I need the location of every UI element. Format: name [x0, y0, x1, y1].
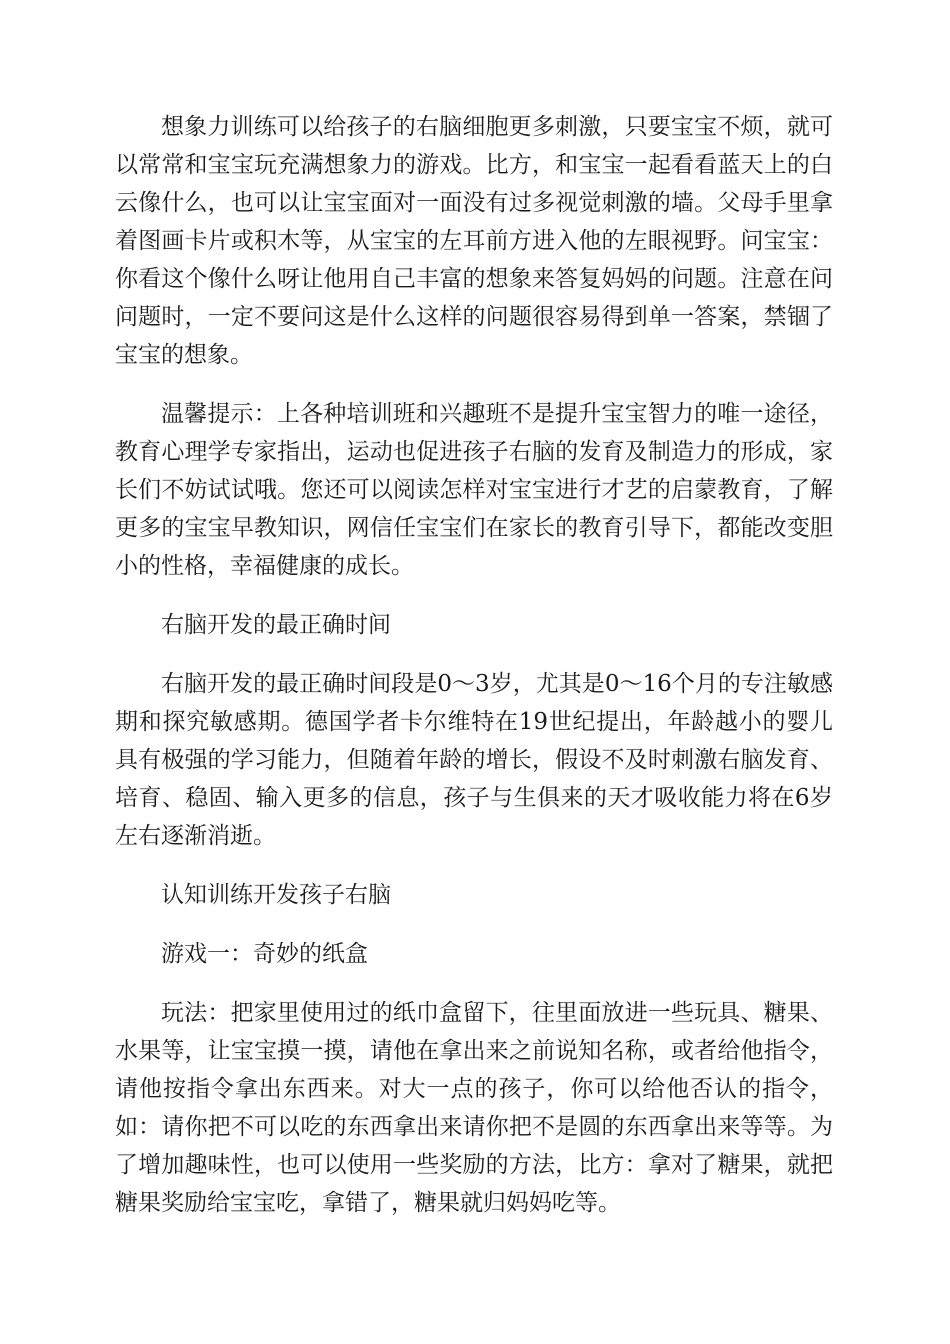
document-body — [115, 108, 833, 1243]
section-heading-cognitive-training: 认知训练开发孩子右脑 — [161, 882, 391, 908]
paragraph-imagination-training: 想象力训练可以给孩子的右脑细胞更多刺激，只要宝宝不烦，就可以常常和宝宝玩充满想象力的游戏。比方，和宝宝一起看看蓝天上的白云像什么，也可以让宝宝面对一面没有过多视觉刺激的墙。父母手里拿着图画卡片或积木等，从宝宝的左耳前方进入他的左眼视野。问宝宝：你看这个像什么呀让他用自己丰富的想象来答复妈妈的问题。注意在问问题时，一定不要问这是什么这样的问题很容易得到单一答案，禁锢了宝宝的想象。 — [115, 114, 833, 368]
paragraph-best-time: 右脑开发的最正确时间段是0～3岁，尤其是0～16个月的专注敏感期和探究敏感期。德国学者卡尔维特在19世纪提出，年龄越小的婴儿具有极强的学习能力，但随着年龄的增长，假设不及时刺激右脑发育、培育、稳固、输入更多的信息，孩子与生俱来的天才吸收能力将在6岁左右逐渐消逝。 — [115, 671, 833, 849]
game-title: 游戏一：奇妙的纸盒 — [161, 941, 368, 967]
section-heading-best-time: 右脑开发的最正确时间 — [161, 612, 391, 638]
paragraph-game-rules: 玩法：把家里使用过的纸巾盒留下，往里面放进一些玩具、糖果、水果等，让宝宝摸一摸，请他在拿出来之前说知名称，或者给他指令，请他按指令拿出东西来。对大一点的孩子，你可以给他否认的指令，如：请你把不可以吃的东西拿出来请你把不是圆的东西拿出来等等。为了增加趣味性，也可以使用一些奖励的方法，比方：拿对了糖果，就把糖果奖励给宝宝吃，拿错了，糖果就归妈妈吃等。 — [115, 1000, 833, 1216]
paragraph-warm-tip: 温馨提示：上各种培训班和兴趣班不是提升宝宝智力的唯一途径，教育心理学专家指出，运动也促进孩子右脑的发育及制造力的形成，家长们不妨试试哦。您还可以阅读怎样对宝宝进行才艺的启蒙教育，了解更多的宝宝早教知识，网信任宝宝们在家长的教育引导下，都能改变胆小的性格，幸福健康的成长。 — [115, 401, 833, 579]
